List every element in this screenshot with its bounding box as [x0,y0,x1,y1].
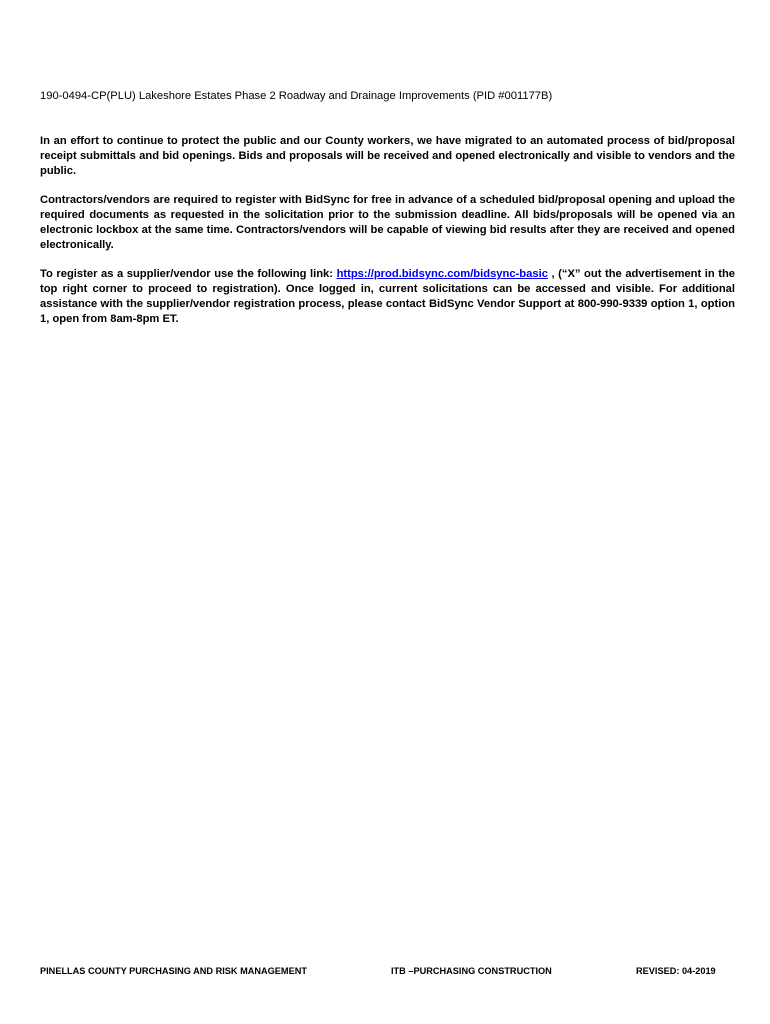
registration-text-after-link: , (“X” out the advertisement in the top right corner to proceed to registration). Once logged in, current solicitations can be accessed and visible. For additional assistance with the supplier/vendor registration process, please contact BidSync Vendor Support at 800-990-9339 option 1, option 1, open from 8am-8pm ET. [40,268,736,325]
paragraph-registration-requirement: Contractors/vendors are required to register with BidSync for free in advance of a scheduled bid/proposal opening and upload the required documents as requested in the solicitation prior to the submission deadline. All bids/proposals will be opened via an electronic lockbox at the same time. Contractors/vendors will be capable of viewing bid results after they are received and opened electronically. [40,194,735,251]
document-title: 190-0494-CP(PLU) Lakeshore Estates Phase 2 Roadway and Drainage Improvements (PID #001177B) [40,90,553,102]
footer-department: PINELLAS COUNTY PURCHASING AND RISK MANAGEMENT [40,966,307,976]
paragraph-electronic-process: In an effort to continue to protect the public and our County workers, we have migrated to an automated process of bid/proposal receipt submittals and bid openings. Bids and proposals will be received and opened electronically and visible to vendors and the public. [40,135,735,177]
bidsync-registration-link[interactable]: https://prod.bidsync.com/bidsync-basic [336,268,548,280]
footer-revision-date: REVISED: 04-2019 [636,966,716,976]
registration-text-before-link: To register as a supplier/vendor use the following link: [40,268,337,280]
footer-document-type: ITB –PURCHASING CONSTRUCTION [391,966,552,976]
paragraph-registration-instructions [40,267,735,327]
